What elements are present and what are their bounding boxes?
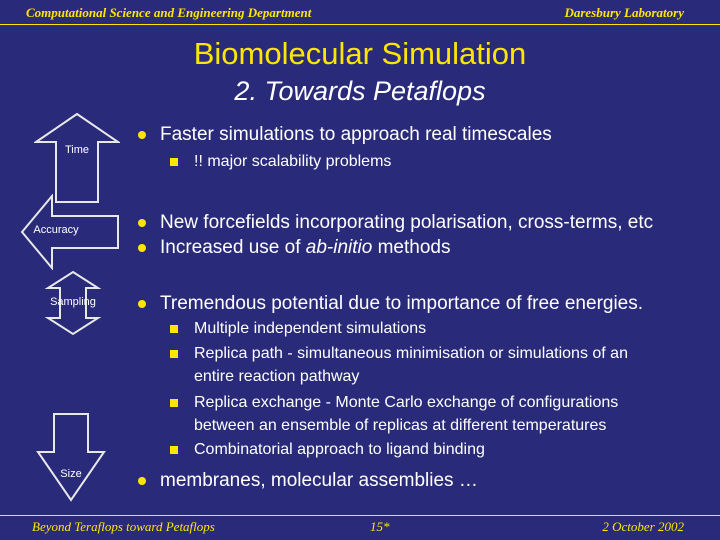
bullet-forcefields: New forcefields incorporating polarisation, cross-terms, etc xyxy=(160,212,654,233)
header-department: Computational Science and Engineering Department xyxy=(26,5,312,20)
sub-bullet-replica-path: Replica path - simultaneous minimisation or simulations of an xyxy=(194,345,628,362)
sub-bullet-scalability: !! major scalability problems xyxy=(194,153,392,170)
footer-talk-title: Beyond Teraflops toward Petaflops xyxy=(32,519,215,534)
sub-bullet-combinatorial: Combinatorial approach to ligand binding xyxy=(194,441,485,458)
ab-initio-prefix: Increased use of xyxy=(160,237,306,258)
ab-initio-suffix: methods xyxy=(372,237,451,258)
footer-divider xyxy=(0,515,720,516)
slide-subtitle: 2. Towards Petaflops xyxy=(234,76,486,106)
bullet-dot xyxy=(138,477,146,485)
accuracy-arrow xyxy=(20,194,120,270)
header-divider xyxy=(0,24,720,25)
bullet-ab-initio xyxy=(160,237,450,259)
footer-date: 2 October 2002 xyxy=(602,519,684,534)
up-arrow-icon xyxy=(34,112,120,204)
bullet-square xyxy=(170,325,178,333)
sub-bullet-replica-exchange: Replica exchange - Monte Carlo exchange of configurations xyxy=(194,394,619,411)
ab-initio-term: ab-initio xyxy=(305,237,373,258)
bullet-square xyxy=(170,158,178,166)
slide-title: Biomolecular Simulation xyxy=(193,36,527,71)
bullet-dot xyxy=(138,244,146,252)
bullet-timescales: Faster simulations to approach real timescales xyxy=(160,124,552,145)
down-arrow-icon xyxy=(36,412,106,502)
time-arrow xyxy=(34,112,120,204)
sampling-label: Sampling xyxy=(50,296,96,308)
bullet-square xyxy=(170,446,178,454)
bullet-membranes: membranes, molecular assemblies … xyxy=(160,470,478,491)
bullet-dot xyxy=(138,131,146,139)
sub-bullet-replica-path-cont: entire reaction pathway xyxy=(194,368,360,385)
bullet-dot xyxy=(138,300,146,308)
bullet-dot xyxy=(138,219,146,227)
bullet-free-energies: Tremendous potential due to importance of free energies. xyxy=(160,293,644,314)
size-label: Size xyxy=(60,468,82,480)
sub-bullet-replica-exchange-cont: between an ensemble of replicas at different temperatures xyxy=(194,417,607,434)
size-arrow xyxy=(36,412,106,502)
sampling-arrow xyxy=(24,270,122,336)
bullet-square xyxy=(170,399,178,407)
time-label: Time xyxy=(64,144,90,156)
footer-page-number: 15* xyxy=(370,519,390,534)
accuracy-label: Accuracy xyxy=(33,224,79,236)
sub-bullet-independent: Multiple independent simulations xyxy=(194,320,427,337)
header-lab: Daresbury Laboratory xyxy=(564,5,684,20)
bullet-square xyxy=(170,350,178,358)
